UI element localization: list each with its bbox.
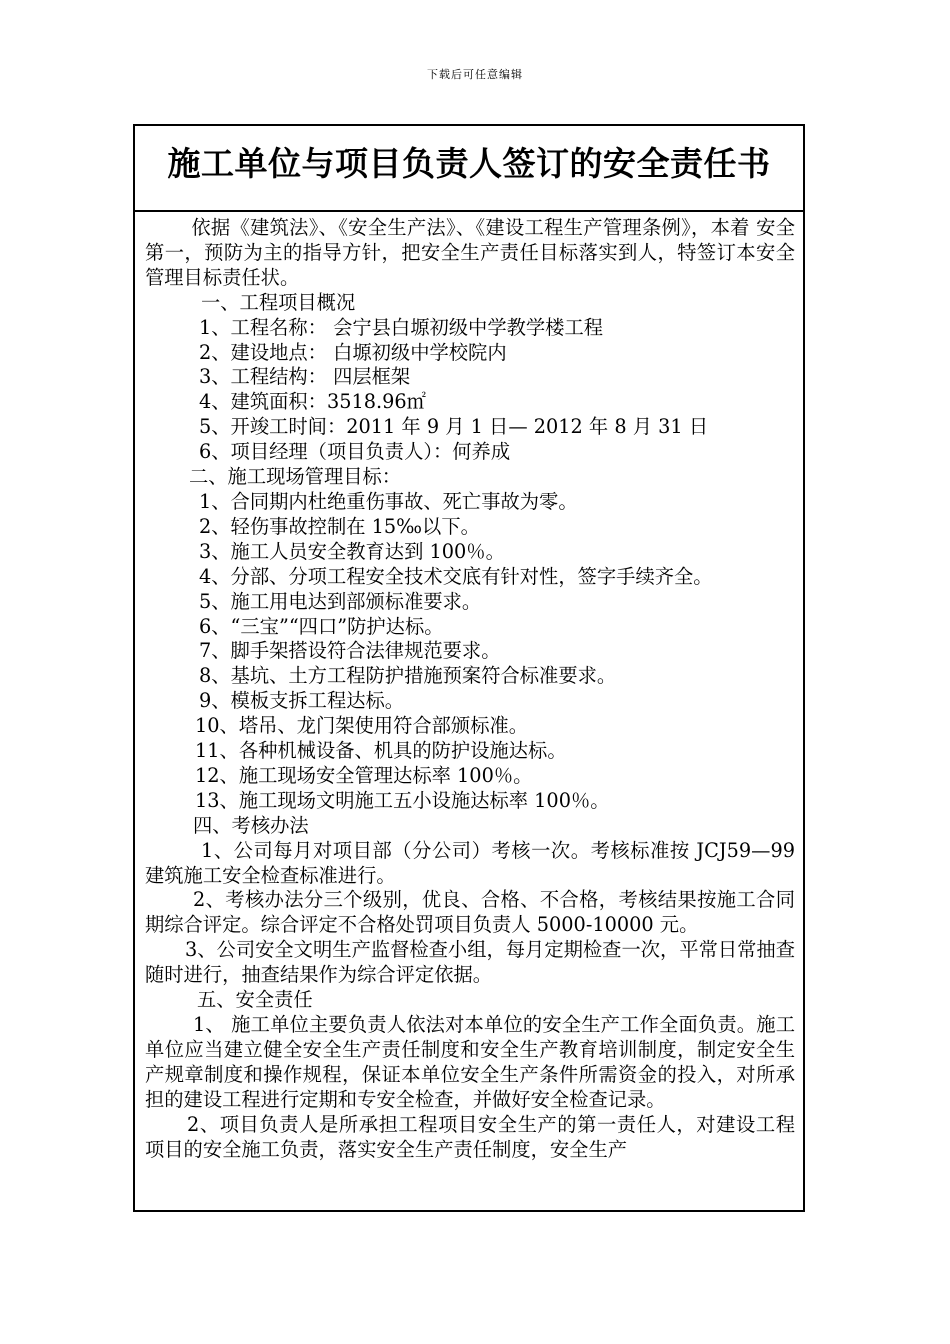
- goal-item: 12、施工现场安全管理达标率 100％。: [195, 763, 533, 787]
- document-title: 施工单位与项目负责人签订的安全责任书: [167, 144, 771, 183]
- assessment-item: 3、公司安全文明生产监督检查小组，每月定期检查一次，平常日常抽查随时进行，抽查结果作为综合评定依据。: [145, 938, 795, 987]
- responsibility-item: 1、 施工单位主要负责人依法对本单位的安全生产工作全面负责。施工单位应当建立健全安全生产责任制度和安全生产教育培训制度，制定安全生产规章制度和操作规程，保证本单位安全生产条件所需资金的投入，对所承担的建设工程进行定期和专安全检查，并做好安全检查记录。: [145, 1013, 795, 1111]
- section-1-heading: 一、工程项目概况: [201, 290, 356, 314]
- goal-item: 10、塔吊、龙门架使用符合部颁标准。: [195, 714, 529, 738]
- goal-item: 4、分部、分项工程安全技术交底有针对性，签字手续齐全。: [199, 564, 713, 588]
- goal-item: 2、轻伤事故控制在 15‰以下。: [199, 514, 480, 538]
- section-5-heading: 五、安全责任: [197, 988, 313, 1012]
- floor-area: 4、建筑面积：3518.96㎡: [199, 390, 426, 414]
- document-table: [133, 124, 805, 1212]
- goal-item: 11、各种机械设备、机具的防护设施达标。: [195, 739, 567, 763]
- project-manager: 6、项目经理（项目负责人）：何养成: [199, 440, 511, 464]
- goal-item: 3、施工人员安全教育达到 100％。: [199, 539, 505, 563]
- assessment-item: 2、考核办法分三个级别，优良、合格、不合格，考核结果按施工合同期综合评定。综合评定不合格处罚项目负责人 5000-10000 元。: [145, 888, 795, 937]
- goal-item: 9、模板支拆工程达标。: [199, 689, 405, 713]
- goal-item: 1、合同期内杜绝重伤事故、死亡事故为零。: [199, 489, 578, 513]
- structure-type: 3、工程结构： 四层框架: [199, 365, 411, 389]
- goal-item: 7、脚手架搭设符合法律规范要求。: [199, 639, 501, 663]
- section-2-heading: 二、施工现场管理目标：: [189, 465, 402, 489]
- construction-site: 2、建设地点： 白塬初级中学校院内: [199, 340, 507, 364]
- schedule: 5、开竣工时间：2011 年 9 月 1 日— 2012 年 8 月 31 日: [199, 415, 709, 439]
- goal-item: 5、施工用电达到部颁标准要求。: [199, 589, 482, 613]
- header-note: 下载后可任意编辑: [427, 68, 523, 81]
- project-name: 1、工程名称： 会宁县白塬初级中学教学楼工程: [199, 315, 604, 339]
- goal-item: 6、“三宝”“四口”防护达标。: [199, 614, 444, 638]
- goal-item: 13、施工现场文明施工五小设施达标率 100％。: [195, 788, 610, 812]
- goal-item: 8、基坑、土方工程防护措施预案符合标准要求。: [199, 664, 617, 688]
- responsibility-item: 2、项目负责人是所承担工程项目安全生产的第一责任人，对建设工程项目的安全施工负责，落实安全生产责任制度，安全生产: [145, 1112, 795, 1161]
- assessment-item: 1、公司每月对项目部（分公司）考核一次。考核标准按 JCJ59—99 建筑施工安全检查标准进行。: [145, 838, 795, 887]
- intro-paragraph: 依据《建筑法》、《安全生产法》、《建设工程生产管理条例》，本着 安全第一，预防为主的指导方针，把安全生产责任目标落实到人，特签订本安全管理目标责任状。: [145, 216, 795, 289]
- section-4-heading: 四、考核办法: [193, 813, 309, 837]
- title-cell: [135, 126, 803, 212]
- body-cell: [135, 212, 803, 1208]
